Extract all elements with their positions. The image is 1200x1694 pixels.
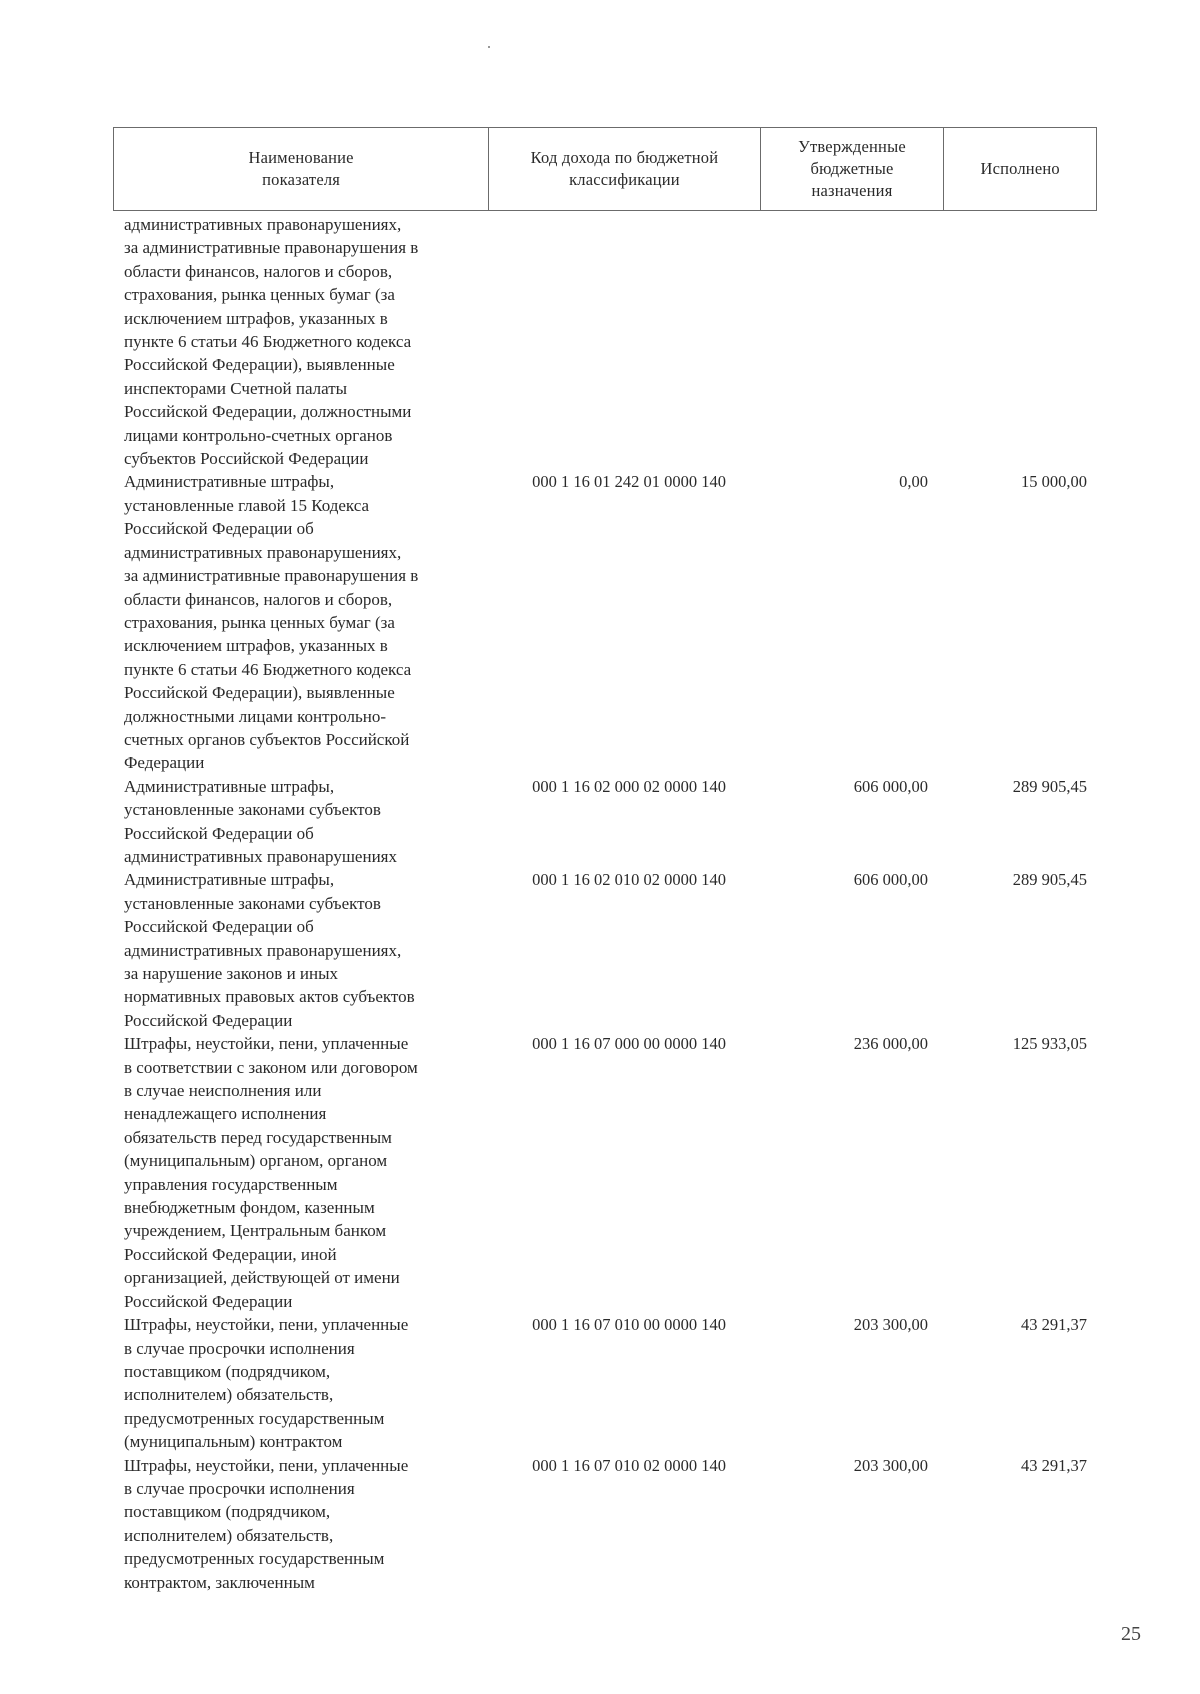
table-row <box>113 775 1097 869</box>
header-code: Код дохода по бюджетной классификации <box>489 128 760 210</box>
row-plan: 606 000,00 <box>853 870 928 890</box>
table-row <box>113 213 1097 470</box>
row-plan: 203 300,00 <box>853 1455 928 1475</box>
header-plan: Утвержденные бюджетные назначения <box>761 128 945 210</box>
row-name: Штрафы, неустойки, пени, уплаченные в случае просрочки исполнения поставщиком (подрядчиком, исполнителем) обязательств, предусмотренных государственным (муниципальным) контрактом <box>124 1315 409 1452</box>
row-plan: 236 000,00 <box>853 1034 928 1054</box>
header-done: Исполнено <box>980 159 1060 178</box>
table-row <box>113 1313 1097 1453</box>
row-plan: 203 300,00 <box>853 1315 928 1335</box>
row-name: Штрафы, неустойки, пени, уплаченные в соответствии с законом или договором в случае неисполнения или ненадлежащего исполнения обязательств перед государственным (муниципальным) органом, органом управления государственным внебюджетным фондом, казенным учреждением, Центральным банком Российской Федерации, иной организацией, действующей от имени Российской Федерации <box>124 1034 418 1311</box>
row-name: Административные штрафы, установленные законами субъектов Российской Федерации об административных правонарушениях <box>124 776 397 866</box>
table-row <box>113 1454 1097 1594</box>
row-plan: 606 000,00 <box>853 776 928 796</box>
table-body <box>113 213 1097 1594</box>
row-done: 15 000,00 <box>1021 472 1087 492</box>
row-done: 289 905,45 <box>1012 776 1087 796</box>
table-row <box>113 470 1097 774</box>
row-code: 000 1 16 07 010 00 0000 140 <box>532 1315 726 1335</box>
row-code: 000 1 16 01 242 01 0000 140 <box>532 472 726 492</box>
row-code: 000 1 16 02 000 02 0000 140 <box>532 776 726 796</box>
table-row <box>113 1032 1097 1313</box>
row-done: 125 933,05 <box>1012 1034 1087 1054</box>
row-done: 43 291,37 <box>1021 1315 1087 1335</box>
row-name: административных правонарушениях, за административные правонарушения в области финансов, налогов и сборов, страхования, рынка ценных бумаг (за исключением штрафов, указанных в пункте 6 статьи 46 Бюджетного кодекса Российской Федерации), выявленные инспекторами Счетной палаты Российской Федерации, должностными лицами контрольно-счетных органов субъектов Российской Федерации <box>124 215 419 469</box>
row-done: 43 291,37 <box>1021 1455 1087 1475</box>
row-code: 000 1 16 07 010 02 0000 140 <box>532 1455 726 1475</box>
row-name: Административные штрафы, установленные законами субъектов Российской Федерации об административных правонарушениях, за нарушение законов и иных нормативных правовых актов субъектов Российской Федерации <box>124 870 415 1030</box>
row-code: 000 1 16 02 010 02 0000 140 <box>532 870 726 890</box>
table-row <box>113 868 1097 1032</box>
scan-speck <box>488 46 490 48</box>
row-done: 289 905,45 <box>1012 870 1087 890</box>
row-name: Административные штрафы, установленные главой 15 Кодекса Российской Федерации об административных правонарушениях, за административные правонарушения в области финансов, налогов и сборов, страхования, рынка ценных бумаг (за исключением штрафов, указанных в пункте 6 статьи 46 Бюджетного кодекса Российской Федерации), выявленные должностными лицами контрольно- счетных органов субъектов Российской Федерации <box>124 472 419 773</box>
row-plan: 0,00 <box>899 472 928 492</box>
row-name: Штрафы, неустойки, пени, уплаченные в случае просрочки исполнения поставщиком (подрядчиком, исполнителем) обязательств, предусмотренных государственным контрактом, заключенным <box>124 1455 409 1592</box>
page-number: 25 <box>1121 1623 1141 1645</box>
table-header <box>113 127 1097 211</box>
header-name: Наименование показателя <box>114 128 489 210</box>
row-code: 000 1 16 07 000 00 0000 140 <box>532 1034 726 1054</box>
